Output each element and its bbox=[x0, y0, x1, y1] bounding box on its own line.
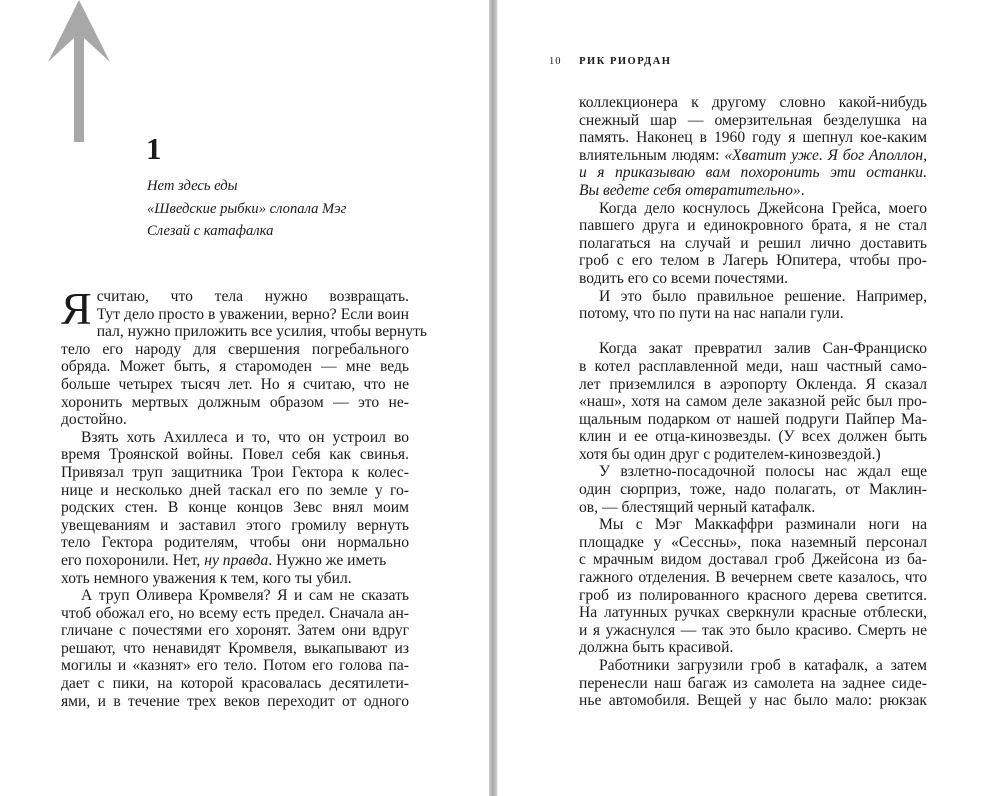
text-line: У взлетно-посадочной полосы нас ждал еще bbox=[599, 463, 927, 481]
text-run: . bbox=[800, 181, 805, 199]
chapter-number: 1 bbox=[146, 131, 162, 166]
chapter-epigraph bbox=[147, 175, 346, 243]
italic-run: и я приказываю вам похоронить эти останки. bbox=[579, 164, 927, 182]
text-line: площадке у «Сессны», пока наземный персонал bbox=[579, 533, 927, 551]
text-line: тело его народу для свершения погребального bbox=[61, 340, 409, 358]
text-line: хоть немного уважения к тем, кого ты убил. bbox=[61, 569, 352, 587]
running-header bbox=[549, 56, 671, 67]
text-line: Мы с Мэг Маккаффри разминали ноги на bbox=[599, 516, 927, 534]
text-line: и я ужаснулся — так это было красиво. Смерть не bbox=[579, 621, 927, 639]
book-gutter bbox=[489, 0, 497, 796]
text-line: клин и ее отца-кинозвезды. (У всех должен быть bbox=[579, 428, 927, 446]
right-page-body bbox=[579, 94, 927, 710]
text-line: гроб с его телом в Лагерь Юпитера, чтобы про- bbox=[579, 252, 927, 270]
drop-cap: Я bbox=[61, 283, 92, 334]
text-line: полагаться на случай и решил лично доставить bbox=[579, 234, 927, 252]
text-run: влиятельным людям: bbox=[579, 146, 725, 164]
text-line: ов, — блестящий черный катафалк. bbox=[579, 498, 816, 516]
text-line: Взять хоть Ахиллеса и то, что он устроил во bbox=[81, 428, 409, 446]
text-line: нице и несколько дней таскал его по земле у го- bbox=[61, 481, 409, 499]
text-line: нье автомобиля. Вещей у нас было мало: рюкзак bbox=[579, 692, 927, 710]
text-line: обряда. Может быть, я старомоден — мне ведь bbox=[61, 358, 409, 376]
text-run: его похоронили. Нет, bbox=[61, 551, 205, 569]
text-line: дает с пики, на которой красовалась десятилети- bbox=[61, 675, 409, 693]
text-line: гличане с почестями его хоронят. Затем они вдруг bbox=[61, 622, 409, 640]
text-line: Привязал труп защитника Трои Гектора к колес- bbox=[61, 463, 409, 481]
text-line: гажного отделения. В вечернем свете казалось, что bbox=[579, 569, 927, 587]
left-page-body bbox=[61, 283, 428, 710]
text-line: павшего друга и единокровного брата, я не стал bbox=[579, 217, 927, 235]
text-run: . Нужно же иметь bbox=[268, 551, 387, 569]
right-page bbox=[497, 0, 988, 796]
text-line: Когда дело коснулось Джейсона Грейса, моего bbox=[599, 199, 927, 217]
text-line: родских стен. В конце концов Зевс внял моим bbox=[61, 499, 409, 517]
text-line: ями, и в течение трех веков переходит от одного bbox=[61, 692, 409, 710]
text-line: хоронить мертвых должным образом — это не- bbox=[61, 393, 409, 411]
italic-run: «Хватит уже. Я бог Аполлон, bbox=[724, 146, 927, 164]
italic-run: ну правда bbox=[204, 551, 269, 569]
text-line: гроб из полированного красного дерева светится. bbox=[579, 586, 927, 604]
epigraph-line: Слезай с катафалка bbox=[147, 223, 274, 239]
text-line: память. Наконец в 1960 году я шепнул кое-каким bbox=[579, 129, 927, 147]
text-line: «наш», хотя на самом деле заказной рейс был про- bbox=[579, 393, 927, 411]
up-arrow-icon bbox=[48, 0, 110, 142]
text-line: время Троянской войны. Повел себя как свинья. bbox=[61, 446, 409, 464]
text-line: больше четырех тысяч лет. Но я считаю, что не bbox=[61, 375, 409, 393]
text-line: лет приземлился в аэропорту Окленда. Я сказал bbox=[579, 375, 927, 393]
left-page bbox=[0, 0, 490, 796]
text-line: водить его со всеми почестями. bbox=[579, 269, 789, 287]
text-line: щальным подарком от нашей подруги Пайпер Ма- bbox=[579, 410, 927, 428]
epigraph-line: «Шведские рыбки» слопала Мэг bbox=[147, 200, 347, 217]
text-line: могилы и «казнят» его тело. Потом его голова па- bbox=[61, 657, 409, 675]
text-line: снежный шар — омерзительная безделушка на bbox=[579, 111, 927, 129]
italic-run: Вы ведете себя отвратительно» bbox=[579, 181, 801, 199]
text-line: И это было правильное решение. Например, bbox=[599, 287, 927, 305]
section-break bbox=[579, 323, 927, 341]
text-line: тело Гектора родителям, чтобы они нормально bbox=[61, 534, 409, 552]
text-line: На латунных ручках сверкнули красные отблески, bbox=[579, 604, 927, 622]
epigraph-line: Нет здесь еды bbox=[147, 178, 238, 194]
text-line: потому, что по пути на нас напали гули. bbox=[579, 305, 844, 323]
text-line: хотя бы один друг с родителем-кинозвездой.) bbox=[579, 445, 881, 463]
text-line: считаю, что тела нужно возвращать. bbox=[96, 288, 409, 305]
page-number: 10 bbox=[549, 56, 562, 67]
text-line: один сюрприз, тоже, надо полагать, от Маклин- bbox=[579, 481, 927, 499]
text-line: Работники загрузили гроб в катафалк, а затем bbox=[599, 657, 927, 674]
text-line bbox=[579, 164, 927, 182]
text-line: А труп Оливера Кромвеля? Я и сам не сказать bbox=[81, 587, 409, 605]
text-line: с мрачным видом доставал гроб Джейсона из ба- bbox=[579, 551, 927, 569]
text-line-mixed bbox=[579, 182, 927, 200]
text-line-mixed bbox=[579, 147, 927, 165]
text-line: достойно. bbox=[61, 411, 127, 429]
text-line: Тут дело просто в уважении, верно? Если воин bbox=[96, 305, 409, 323]
text-line: пал, нужно приложить все усилия, чтобы вернуть bbox=[96, 323, 428, 341]
running-head-author: РИК РИОРДАН bbox=[579, 56, 672, 67]
text-line: чтоб обожал его, но всему есть предел. Сначала ан- bbox=[61, 604, 409, 622]
text-line: коллекционера к другому словно какой-нибудь bbox=[579, 94, 927, 111]
text-line: должна быть красивой. bbox=[579, 639, 734, 657]
text-line: Когда закат превратил залив Сан-Франциско bbox=[599, 340, 927, 358]
text-line: в котел расплавленной меди, наш частный само- bbox=[579, 357, 927, 375]
text-line: перенесли наш багаж из самолета на заднее сиде- bbox=[579, 674, 927, 692]
text-line-mixed bbox=[61, 552, 409, 570]
text-line: увещеваниям и заставил этого громилу вернуть bbox=[61, 516, 409, 534]
text-line: решают, что ненавидят Кромвеля, выкапывают из bbox=[61, 639, 409, 657]
